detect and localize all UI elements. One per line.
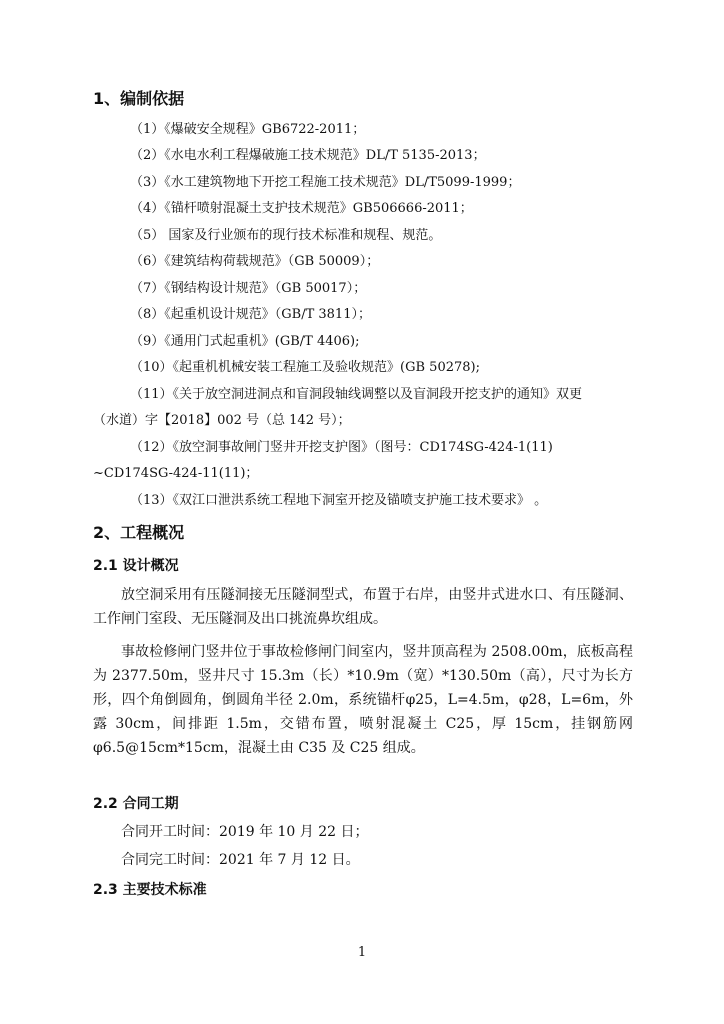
reference-item-10: （10）《起重机机械安装工程施工及验收规范》(GB 50278); xyxy=(130,360,480,375)
section-2-2-heading: 2.2 合同工期 xyxy=(93,796,179,812)
contract-end-date: 合同完工时间：2021 年 7 月 12 日。 xyxy=(121,852,360,868)
reference-item-5: （5） 国家及行业颁布的现行技术标准和规程、规范。 xyxy=(130,228,442,243)
section-2-3-heading: 2.3 主要技术标准 xyxy=(93,882,207,898)
reference-item-7: （7）《钢结构设计规范》（GB 50017）； xyxy=(130,281,367,296)
page-number: 1 xyxy=(357,945,367,960)
reference-item-12-continued: ~CD174SG-424-11(11)； xyxy=(93,466,259,481)
design-overview-paragraph-1: 放空洞采用有压隧洞接无压隧洞型式，布置于右岸，由竖井式进水口、有压隧洞、工作闸门室段、无压隧洞及出口挑流鼻坎组成。 xyxy=(93,587,633,627)
section-2-heading: 2、工程概况 xyxy=(93,523,185,542)
reference-item-9: （9）《通用门式起重机》(GB/T 4406); xyxy=(130,334,360,349)
section-2-1-heading: 2.1 设计概况 xyxy=(93,558,179,574)
reference-item-8: （8）《起重机设计规范》（GB/T 3811）； xyxy=(130,307,371,322)
reference-item-13: （13）《双江口泄洪系统工程地下洞室开挖及锚喷支护施工技术要求》 。 xyxy=(130,493,548,508)
reference-item-4: （4）《锚杆喷射混凝土支护技术规范》GB506666-2011； xyxy=(130,201,473,216)
reference-item-1: （1）《爆破安全规程》GB6722-2011； xyxy=(130,122,366,137)
reference-item-11-continued: （水道）字【2018】002 号（总 142 号）； xyxy=(93,413,351,428)
design-overview-paragraph-2: 事故检修闸门竖井位于事故检修闸门间室内，竖井顶高程为 2508.00m，底板高程为 2377.50m，竖井尺寸 15.3m（长）*10.9m（宽）*130.50m（高），尺寸为长方形，四个角倒圆角，倒圆角半径 2.0m，系统锚杆φ25，L=4.5m，φ28，L=6m，外露 30cm，间排距 1.5m，交错布置，喷射混凝土 C25，厚 15cm，挂钢筋网φ6.5@15cm*15cm，混凝土由 C35 及 C25 组成。 xyxy=(93,644,633,756)
section-1-heading: 1、编制依据 xyxy=(93,89,185,108)
reference-item-12: （12）《放空洞事故闸门竖井开挖支护图》（图号：CD174SG-424-1(11) xyxy=(130,440,553,455)
reference-item-6: （6）《建筑结构荷载规范》（GB 50009）； xyxy=(130,254,380,269)
reference-item-2: （2）《水电水利工程爆破施工技术规范》DL/T 5135-2013； xyxy=(130,148,486,163)
reference-item-11: （11）《关于放空洞进洞点和盲洞段轴线调整以及盲洞段开挖支护的通知》双更 xyxy=(130,387,583,402)
reference-item-3: （3）《水工建筑物地下开挖工程施工技术规范》DL/T5099-1999； xyxy=(130,175,521,190)
contract-start-date: 合同开工时间：2019 年 10 月 22 日； xyxy=(121,824,369,840)
